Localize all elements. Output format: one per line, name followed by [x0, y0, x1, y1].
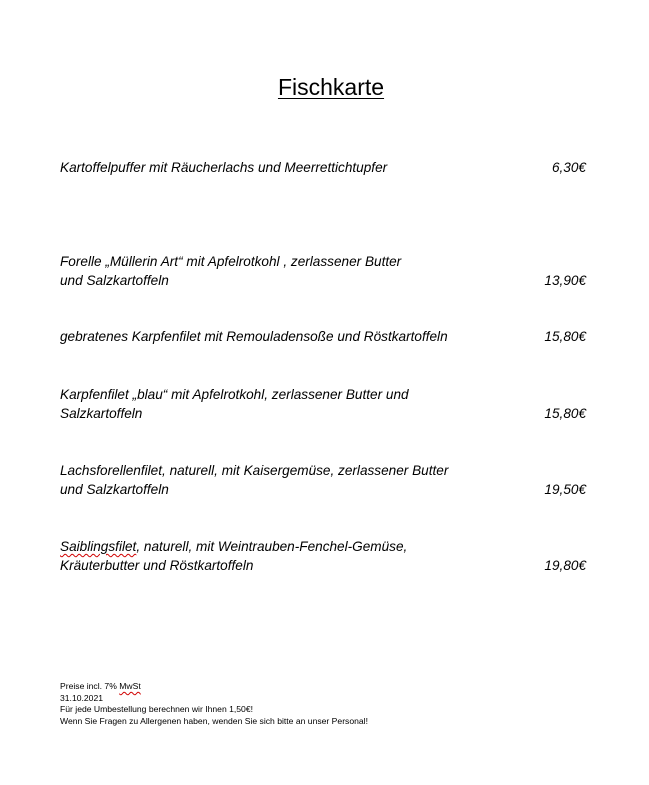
menu-item-price: 15,80€	[544, 329, 586, 344]
menu-item	[60, 158, 586, 177]
menu-item-description: Forelle „Müllerin Art“ mit Apfelrotkohl , zerlassener Butter	[60, 254, 402, 269]
menu-item	[60, 385, 586, 423]
menu-item-price: 13,90€	[544, 273, 586, 288]
menu-item-price: 15,80€	[544, 406, 586, 421]
date-note: 31.10.2021	[60, 692, 104, 703]
menu-item-description-line2: und Salzkartoffeln	[60, 482, 169, 497]
menu-item-description	[60, 537, 490, 556]
spellcheck-flagged-word: MwSt	[119, 681, 141, 691]
menu-item-description-line2: Kräuterbutter und Röstkartoffeln	[60, 558, 254, 573]
menu-item	[60, 252, 586, 290]
menu-item-price: 19,80€	[544, 558, 586, 573]
menu-item-description: Kartoffelpuffer mit Räucherlachs und Meerrettichtupfer	[60, 160, 388, 175]
menu-item-description: Karpfenfilet „blau“ mit Apfelrotkohl, zerlassener Butter und	[60, 387, 409, 402]
menu-item	[60, 461, 586, 499]
menu-item	[60, 327, 586, 346]
allergen-note: Wenn Sie Fragen zu Allergenen haben, wenden Sie sich bitte an unser Personal!	[60, 715, 368, 726]
menu-item-description-line2: und Salzkartoffeln	[60, 273, 169, 288]
menu-item-description: gebratenes Karpfenfilet mit Remouladensoße und Röstkartoffeln	[60, 329, 448, 344]
footer-notes	[60, 681, 560, 727]
menu-item-description-line2: Salzkartoffeln	[60, 406, 143, 421]
spellcheck-flagged-word: Saiblingsfilet	[60, 539, 137, 554]
page-title: Fischkarte	[277, 74, 385, 100]
vat-note	[60, 681, 560, 693]
menu-item-description-rest: , naturell, mit Weintrauben-Fenchel-Gemüse,	[136, 539, 408, 554]
menu-item-price: 6,30€	[551, 160, 586, 175]
vat-note-prefix: Preise incl. 7%	[60, 681, 120, 691]
rebooking-note: Für jede Umbestellung berechnen wir Ihnen 1,50€!	[60, 704, 253, 715]
menu-item-description: Lachsforellenfilet, naturell, mit Kaisergemüse, zerlassener Butter	[60, 463, 449, 478]
menu-item-price: 19,50€	[544, 482, 586, 497]
menu-item	[60, 537, 586, 575]
